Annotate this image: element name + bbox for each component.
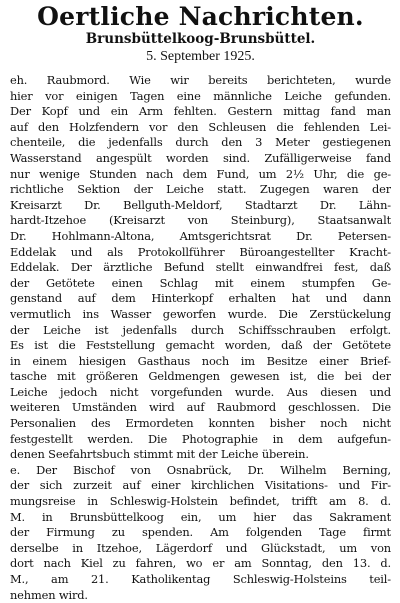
article-line: der Getötete einen Schlag mit einem stumpfen Ge- [10,275,391,290]
dateline: Brunsbüttelkoog-Brunsbüttel. [85,31,316,47]
article-line: richtliche Sektion der Leiche statt. Zugegen waren der [10,182,391,197]
article-line: eh. Raubmord. Wie wir bereits berichteten, wurde [10,73,391,87]
article-bischof [10,463,391,603]
article-line: Kreisarzt Dr. Bellguth-Meldorf, Stadtarzt Dr. Lähn- [10,197,391,212]
article-line: vermutlich ins Wasser geworfen wurde. Die Zerstückelung [10,306,391,321]
article-line: festgestellt werden. Die Photographie in dem aufgefun- [10,431,391,446]
article-line: denen Seefahrtsbuch stimmt mit der Leiche überein. [10,447,309,462]
issue-date: 5. September 1925. [146,49,255,64]
article-line: genstand auf dem Hinterkopf erhalten hat und dann [10,291,391,306]
article-line: nehmen wird. [10,587,88,602]
headline: Oertliche Nachrichten. [37,2,364,31]
article-line: M. in Brunsbüttelkoog ein, um hier das Sakrament [10,509,391,524]
article-line: der Leiche ist jedenfalls durch Schiffsschrauben erfolgt. [10,322,391,337]
article-line: Es ist die Feststellung gemacht worden, daß der Getötete [10,338,391,353]
article-line: Eddelak. Der ärztliche Befund stellt einwandfrei fest, daß [10,260,391,275]
article-line: Der Kopf und ein Arm fehlten. Gestern mittag fand man [10,104,391,119]
article-line: der Firmung zu spenden. Am folgenden Tage firmt [10,525,391,540]
article-line: derselbe in Itzehoe, Lägerdorf und Glückstadt, um von [10,540,391,555]
article-line: nur wenige Stunden nach dem Fund, um 2½ Uhr, die ge- [10,166,391,181]
article-line: hardt-Itzehoe (Kreisarzt von Steinburg), Staatsanwalt [10,213,391,228]
article-line: chenteile, die jedenfalls durch den 3 Meter gestiegenen [10,135,391,150]
article-line: tasche mit größeren Geldmengen gewesen ist, die bei der [10,369,391,384]
article-raubmord [10,73,391,463]
article-line: Wasserstand angespült worden sind. Zufälligerweise fand [10,150,391,165]
article-line: auf den Holzfendern vor den Schleusen die fehlenden Lei- [10,119,391,134]
article-line: Leiche jedoch nicht vorgefunden wurde. Aus diesen und [10,384,391,399]
article-line: Dr. Hohlmann-Altona, Amtsgerichtsrat Dr. Petersen- [10,228,391,243]
article-line: dort nach Kiel zu fahren, wo er am Sonntag, den 13. d. [10,556,391,571]
article-line: M., am 21. Katholikentag Schleswig-Holsteins teil- [10,572,391,586]
article-line: in einem hiesigen Gasthaus noch im Besitze einer Brief- [10,353,391,368]
article-line: hier vor einigen Tagen eine männliche Leiche gefunden. [10,88,391,103]
article-line: e. Der Bischof von Osnabrück, Dr. Wilhelm Berning, [10,462,391,477]
article-line: der sich zurzeit auf einer kirchlichen Visitations- und Fir- [10,478,391,493]
article-line: mungsreise in Schleswig-Holstein befindet, trifft am 8. d. [10,494,391,509]
article-line: Personalien des Ermordeten konnten bisher noch nicht [10,416,391,431]
article-line: weiteren Umständen wird auf Raubmord geschlossen. Die [10,400,391,415]
article-line: Eddelak und als Protokollführer Büroangestellter Kracht- [10,244,391,259]
